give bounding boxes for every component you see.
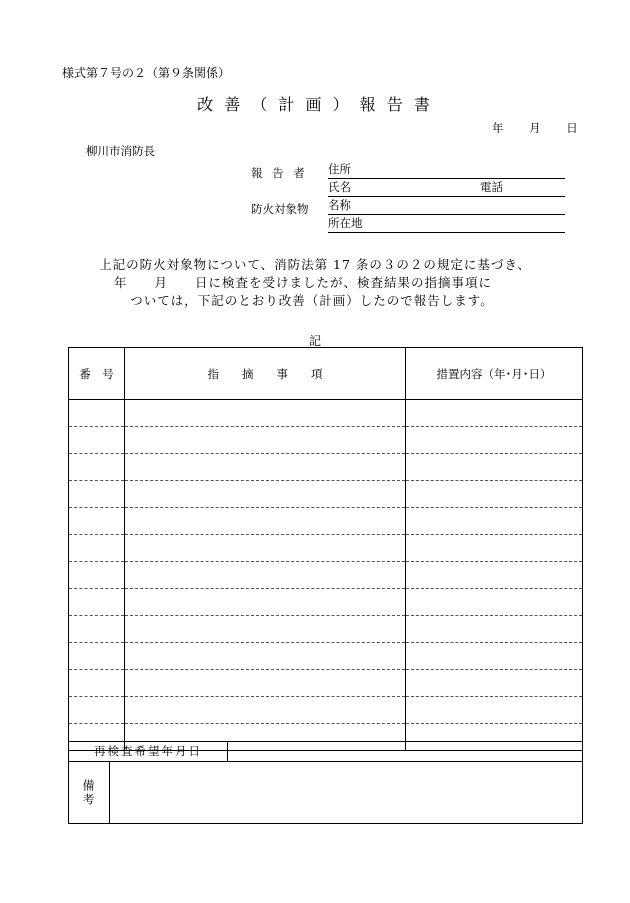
row-number-cell[interactable] <box>69 454 125 481</box>
row-measure-cell[interactable] <box>406 427 583 454</box>
remarks-label: 備考 <box>81 779 95 807</box>
row-finding-cell[interactable] <box>125 643 406 670</box>
row-finding-cell[interactable] <box>125 481 406 508</box>
row-measure-cell[interactable] <box>406 481 583 508</box>
recheck-label: 再検査希望年月日 <box>69 742 228 761</box>
row-number-cell[interactable] <box>69 616 125 643</box>
reporter-name-label: 氏名 <box>328 180 351 194</box>
body-line-1: 上記の防火対象物について、消防法第 17 条の３の２の規定に基づき、 <box>99 257 531 272</box>
row-finding-cell[interactable] <box>125 535 406 562</box>
form-number: 様式第７号の２（第９条関係） <box>62 66 231 80</box>
row-finding-cell[interactable] <box>125 616 406 643</box>
row-measure-cell[interactable] <box>406 616 583 643</box>
object-location-label: 所在地 <box>328 216 363 230</box>
table-row <box>69 589 583 616</box>
object-location-field[interactable] <box>328 217 565 233</box>
report-date[interactable]: 年 月 日 <box>492 121 578 135</box>
row-measure-cell[interactable] <box>406 643 583 670</box>
findings-table <box>68 347 583 751</box>
row-finding-cell[interactable] <box>125 589 406 616</box>
row-finding-cell[interactable] <box>125 454 406 481</box>
row-number-cell[interactable] <box>69 535 125 562</box>
row-finding-cell[interactable] <box>125 670 406 697</box>
object-name-label: 名称 <box>328 198 351 212</box>
ki-heading: 記 <box>308 334 321 348</box>
table-row <box>69 400 583 427</box>
row-measure-cell[interactable] <box>406 400 583 427</box>
object-label: 防火対象物 <box>251 202 309 216</box>
row-number-cell[interactable] <box>69 670 125 697</box>
row-measure-cell[interactable] <box>406 535 583 562</box>
row-finding-cell[interactable] <box>125 697 406 724</box>
row-number-cell[interactable] <box>69 427 125 454</box>
row-number-cell[interactable] <box>69 589 125 616</box>
reporter-phone-label: 電話 <box>480 180 503 194</box>
recheck-date-field[interactable] <box>228 742 582 761</box>
header-number: 番 号 <box>69 348 125 400</box>
row-measure-cell[interactable] <box>406 670 583 697</box>
row-number-cell[interactable] <box>69 697 125 724</box>
remarks-label-cell <box>69 761 110 823</box>
row-finding-cell[interactable] <box>125 400 406 427</box>
table-row <box>69 481 583 508</box>
row-finding-cell[interactable] <box>125 562 406 589</box>
body-line-3: ついては，下記のとおり改善（計画）したので報告します。 <box>130 293 494 308</box>
table-row <box>69 616 583 643</box>
row-measure-cell[interactable] <box>406 562 583 589</box>
reporter-address-label: 住所 <box>328 162 351 176</box>
row-finding-cell[interactable] <box>125 508 406 535</box>
table-row <box>69 427 583 454</box>
table-row <box>69 670 583 697</box>
row-measure-cell[interactable] <box>406 508 583 535</box>
object-name-field[interactable] <box>328 199 565 215</box>
row-number-cell[interactable] <box>69 400 125 427</box>
table-row <box>69 508 583 535</box>
reporter-label: 報 告 者 <box>251 166 305 180</box>
table-row <box>69 697 583 724</box>
row-number-cell[interactable] <box>69 481 125 508</box>
reporter-name-field[interactable] <box>328 181 565 197</box>
row-measure-cell[interactable] <box>406 454 583 481</box>
table-row <box>69 562 583 589</box>
row-finding-cell[interactable] <box>125 427 406 454</box>
row-number-cell[interactable] <box>69 508 125 535</box>
table-row <box>69 454 583 481</box>
row-number-cell[interactable] <box>69 562 125 589</box>
recheck-row <box>68 741 583 762</box>
document-title: 改 善 （ 計 画 ） 報 告 書 <box>197 95 433 114</box>
remarks-field[interactable] <box>110 761 582 823</box>
remarks-box <box>68 761 583 824</box>
table-row <box>69 535 583 562</box>
reporter-address-field[interactable] <box>328 163 565 179</box>
row-measure-cell[interactable] <box>406 589 583 616</box>
table-row <box>69 643 583 670</box>
row-number-cell[interactable] <box>69 643 125 670</box>
row-measure-cell[interactable] <box>406 697 583 724</box>
header-measures: 措置内容（年･月･日） <box>406 348 583 400</box>
header-findings: 指 摘 事 項 <box>125 348 406 400</box>
body-line-2: 年 月 日に検査を受けましたが、検査結果の指摘事項に <box>113 275 492 290</box>
addressee: 柳川市消防長 <box>86 144 155 158</box>
